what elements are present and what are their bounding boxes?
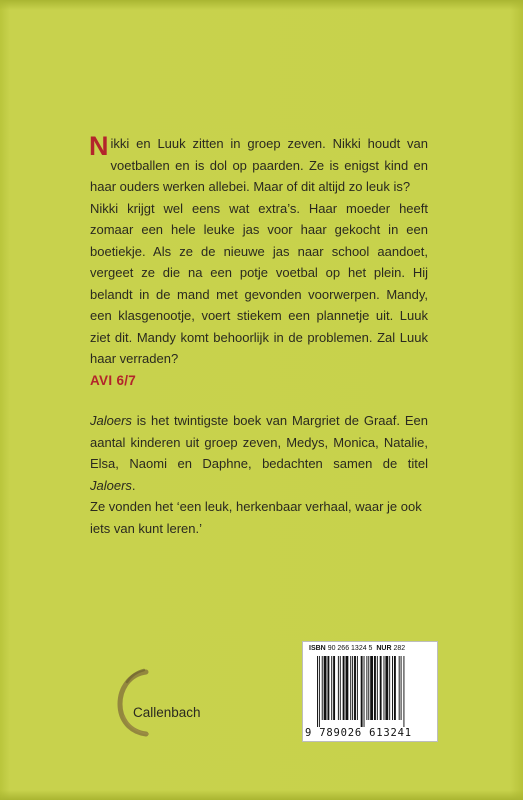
barcode-bar [361, 656, 363, 727]
avi-reading-level: AVI 6/7 [90, 373, 137, 388]
barcode-bar [399, 656, 400, 720]
about-paragraph-2: Ze vonden het ‘een leuk, herkenbaar verhaal, waar je ook iets van kunt leren.’ [90, 499, 422, 536]
barcode-bar [322, 656, 323, 720]
barcode-bar [380, 656, 382, 720]
barcode-bar [392, 656, 393, 720]
description-paragraph-1-text: ikki en Luuk zitten in groep zeven. Nikki houdt van voetballen en is dol op paarden. Ze is enigst kind en haar ouders werken allebei. Maar of dit altijd zo leuk is? [90, 136, 428, 194]
drop-cap: N [89, 131, 109, 161]
about-paragraph-1 [90, 410, 428, 496]
barcode-bar [327, 656, 329, 720]
book-title-2: Jaloers [90, 477, 132, 493]
description-paragraph-2: Nikki krijgt wel eens wat extra’s. Haar moeder heeft zomaar een hele leuke jas voor haar gekocht in een boetiekje. Als ze de nieuwe jas naar school aandoet, vergeet ze die na een potje voetbal op het plein. Hij belandt in de mand met gevonden voorwerpen. Mandy, een klasgenootje, voert stiekem een plannetje uit. Luuk ziet dit. Mandy komt behoorlijk in de problemen. Zal Luuk haar verraden? [90, 200, 428, 366]
isbn-line [309, 645, 433, 652]
barcode-digits: 9 789026 613241 [305, 727, 412, 739]
brush-c-logo-icon [114, 666, 158, 738]
barcode-bar [374, 656, 376, 720]
nur-value: 282 [393, 645, 406, 652]
barcode-bar [403, 656, 404, 727]
barcode-bar [401, 656, 402, 720]
isbn-label: ISBN [309, 645, 326, 652]
barcode-bar [366, 656, 367, 720]
barcode-bar [350, 656, 351, 720]
barcode-bar [354, 656, 356, 720]
about-text-end: . [131, 477, 136, 493]
about-text: is het twintigste boek van Margriet de Graaf. Een aantal kinderen uit groep zeven, Medys, Monica, Natalie, Elsa, Naomi en Daphne, bedachten samen de titel [90, 413, 428, 471]
barcode-bar [352, 656, 353, 720]
barcode-bar [343, 656, 345, 720]
barcode-bar [364, 656, 365, 727]
barcode-bar [394, 656, 396, 720]
book-description [90, 133, 428, 370]
description-paragraph-1 [90, 133, 428, 198]
barcode-bar [346, 656, 349, 720]
barcode-bar [368, 656, 369, 720]
publisher-name: Callenbach [133, 705, 201, 720]
barcode-bar [331, 656, 332, 720]
barcode-bar [324, 656, 327, 720]
barcode-bar [338, 656, 339, 720]
nur-label: NUR [376, 645, 392, 652]
barcode-bar [384, 656, 385, 720]
book-title: Jaloers [90, 413, 132, 428]
barcode-bars [317, 656, 430, 727]
about-book [90, 410, 428, 539]
isbn-value: 90 266 1324 5 [327, 645, 373, 652]
barcode-bar [377, 656, 378, 720]
barcode-bar [340, 656, 341, 720]
barcode-bar [319, 656, 320, 727]
barcode-bar [333, 656, 335, 720]
barcode-bar [317, 656, 318, 727]
barcode-bar [370, 656, 373, 720]
isbn-barcode [302, 641, 438, 742]
barcode-bar [357, 656, 358, 720]
barcode-bar [389, 656, 390, 720]
barcode-bar [385, 656, 388, 720]
